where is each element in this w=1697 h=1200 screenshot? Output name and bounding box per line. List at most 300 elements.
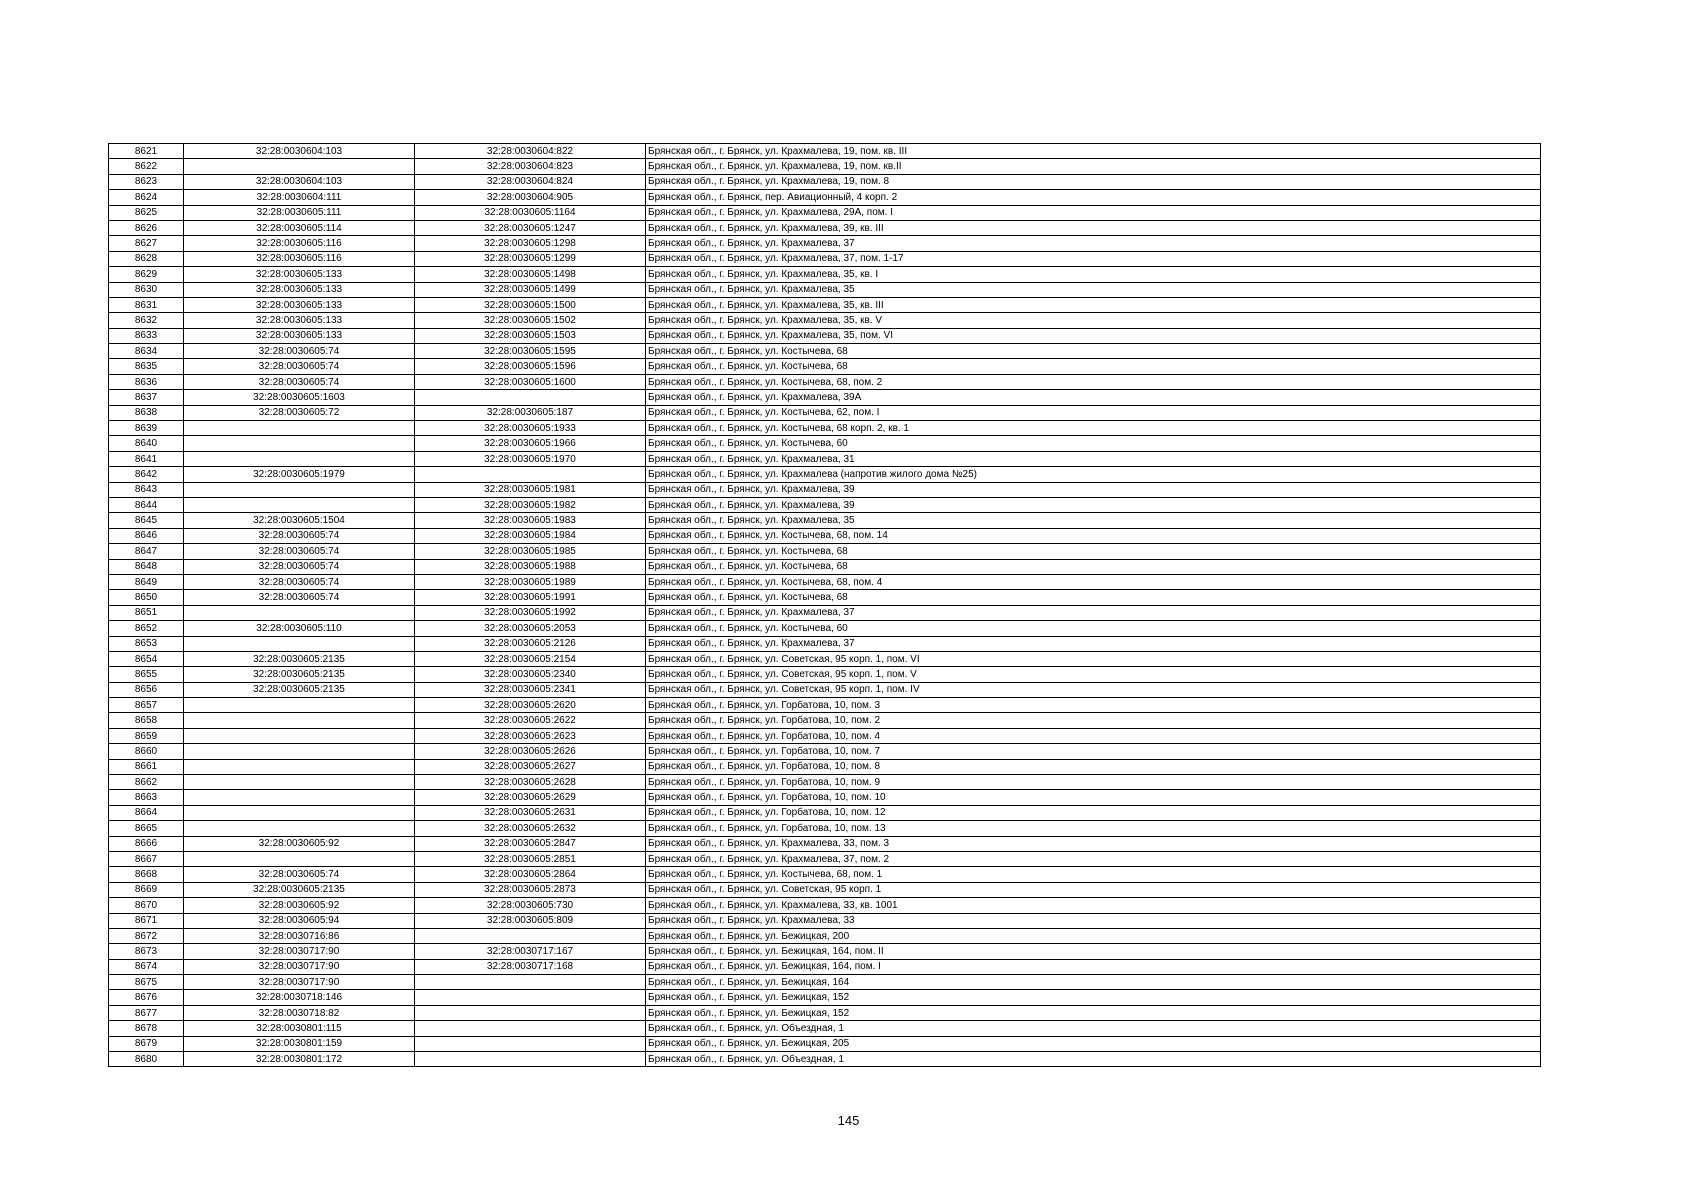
address-cell: Брянская обл., г. Брянск, ул. Костычева, 68 (646, 359, 1541, 374)
table-row (109, 220, 1541, 235)
cadastral-number-cell: 32:28:0030717:168 (415, 959, 646, 974)
table-row (109, 405, 1541, 420)
table-row (109, 559, 1541, 574)
parent-cadastral-number-cell (184, 421, 415, 436)
row-number-cell: 8637 (109, 390, 184, 405)
row-number-cell: 8669 (109, 882, 184, 897)
row-number-cell: 8655 (109, 667, 184, 682)
parent-cadastral-number-cell: 32:28:0030801:172 (184, 1052, 415, 1067)
address-cell: Брянская обл., г. Брянск, ул. Крахмалева, 33 (646, 913, 1541, 928)
parent-cadastral-number-cell: 32:28:0030605:133 (184, 297, 415, 312)
address-cell: Брянская обл., г. Брянск, ул. Горбатова, 10, пом. 3 (646, 698, 1541, 713)
table-row (109, 805, 1541, 820)
row-number-cell: 8630 (109, 282, 184, 297)
address-cell: Брянская обл., г. Брянск, ул. Крахмалева, 19, пом. кв. III (646, 144, 1541, 159)
parent-cadastral-number-cell: 32:28:0030605:1603 (184, 390, 415, 405)
cadastral-table (108, 143, 1541, 1067)
row-number-cell: 8623 (109, 174, 184, 189)
parent-cadastral-number-cell: 32:28:0030605:2135 (184, 882, 415, 897)
cadastral-number-cell: 32:28:0030605:1298 (415, 236, 646, 251)
row-number-cell: 8639 (109, 421, 184, 436)
row-number-cell: 8672 (109, 928, 184, 943)
cadastral-number-cell: 32:28:0030605:1970 (415, 451, 646, 466)
row-number-cell: 8657 (109, 698, 184, 713)
address-cell: Брянская обл., г. Брянск, ул. Крахмалева, 37 (646, 636, 1541, 651)
parent-cadastral-number-cell (184, 775, 415, 790)
address-cell: Брянская обл., г. Брянск, ул. Объездная, 1 (646, 1021, 1541, 1036)
row-number-cell: 8675 (109, 975, 184, 990)
table-row (109, 159, 1541, 174)
row-number-cell: 8656 (109, 682, 184, 697)
parent-cadastral-number-cell: 32:28:0030605:92 (184, 898, 415, 913)
row-number-cell: 8670 (109, 898, 184, 913)
cadastral-number-cell: 32:28:0030605:1991 (415, 590, 646, 605)
parent-cadastral-number-cell: 32:28:0030605:2135 (184, 682, 415, 697)
table-row (109, 790, 1541, 805)
address-cell: Брянская обл., г. Брянск, ул. Горбатова, 10, пом. 2 (646, 713, 1541, 728)
row-number-cell: 8680 (109, 1052, 184, 1067)
parent-cadastral-number-cell: 32:28:0030605:2135 (184, 651, 415, 666)
address-cell: Брянская обл., г. Брянск, ул. Советская, 95 корп. 1, пом. IV (646, 682, 1541, 697)
cadastral-number-cell: 32:28:0030605:1989 (415, 574, 646, 589)
parent-cadastral-number-cell: 32:28:0030605:92 (184, 836, 415, 851)
parent-cadastral-number-cell (184, 497, 415, 512)
address-cell: Брянская обл., г. Брянск, ул. Бежицкая, 164, пом. I (646, 959, 1541, 974)
table-row (109, 544, 1541, 559)
parent-cadastral-number-cell (184, 482, 415, 497)
table-row (109, 928, 1541, 943)
parent-cadastral-number-cell: 32:28:0030717:90 (184, 959, 415, 974)
cadastral-number-cell: 32:28:0030605:1503 (415, 328, 646, 343)
address-cell: Брянская обл., г. Брянск, ул. Крахмалева, 39, кв. III (646, 220, 1541, 235)
address-cell: Брянская обл., г. Брянск, ул. Горбатова, 10, пом. 4 (646, 728, 1541, 743)
cadastral-number-cell: 32:28:0030605:730 (415, 898, 646, 913)
parent-cadastral-number-cell: 32:28:0030605:1504 (184, 513, 415, 528)
cadastral-number-cell: 32:28:0030605:1600 (415, 374, 646, 389)
table-row (109, 990, 1541, 1005)
table-row (109, 513, 1541, 528)
row-number-cell: 8649 (109, 574, 184, 589)
parent-cadastral-number-cell (184, 713, 415, 728)
page-number: 145 (837, 1113, 860, 1128)
address-cell: Брянская обл., г. Брянск, ул. Костычева, 68 (646, 544, 1541, 559)
table-row (109, 913, 1541, 928)
cadastral-number-cell: 32:28:0030605:2628 (415, 775, 646, 790)
cadastral-number-cell: 32:28:0030605:1992 (415, 605, 646, 620)
cadastral-number-cell: 32:28:0030605:1984 (415, 528, 646, 543)
table-row (109, 682, 1541, 697)
cadastral-number-cell (415, 1036, 646, 1051)
cadastral-number-cell: 32:28:0030605:1499 (415, 282, 646, 297)
address-cell: Брянская обл., г. Брянск, ул. Костычева, 68, пом. 1 (646, 867, 1541, 882)
address-cell: Брянская обл., г. Брянск, ул. Горбатова, 10, пом. 8 (646, 759, 1541, 774)
address-cell: Брянская обл., г. Брянск, ул. Крахмалева, 35, кв. III (646, 297, 1541, 312)
address-cell: Брянская обл., г. Брянск, ул. Костычева, 60 (646, 436, 1541, 451)
row-number-cell: 8654 (109, 651, 184, 666)
cadastral-number-cell: 32:28:0030605:1966 (415, 436, 646, 451)
row-number-cell: 8667 (109, 851, 184, 866)
address-cell: Брянская обл., г. Брянск, ул. Крахмалева, 39 (646, 482, 1541, 497)
cadastral-number-cell: 32:28:0030605:2873 (415, 882, 646, 897)
cadastral-number-cell: 32:28:0030605:1983 (415, 513, 646, 528)
address-cell: Брянская обл., г. Брянск, ул. Крахмалева, 19, пом. 8 (646, 174, 1541, 189)
address-cell: Брянская обл., г. Брянск, ул. Костычева, 68 (646, 559, 1541, 574)
cadastral-number-cell: 32:28:0030604:822 (415, 144, 646, 159)
row-number-cell: 8663 (109, 790, 184, 805)
row-number-cell: 8633 (109, 328, 184, 343)
address-cell: Брянская обл., г. Брянск, ул. Костычева, 62, пом. I (646, 405, 1541, 420)
cadastral-number-cell: 32:28:0030605:2622 (415, 713, 646, 728)
row-number-cell: 8652 (109, 621, 184, 636)
table-row (109, 728, 1541, 743)
table-row (109, 959, 1541, 974)
cadastral-number-cell: 32:28:0030605:2623 (415, 728, 646, 743)
table-row (109, 421, 1541, 436)
table-row (109, 297, 1541, 312)
cadastral-number-cell: 32:28:0030604:823 (415, 159, 646, 174)
cadastral-number-cell (415, 1052, 646, 1067)
cadastral-number-cell: 32:28:0030605:2627 (415, 759, 646, 774)
cadastral-number-cell: 32:28:0030605:2620 (415, 698, 646, 713)
row-number-cell: 8622 (109, 159, 184, 174)
table-row (109, 821, 1541, 836)
table-row (109, 205, 1541, 220)
cadastral-number-cell: 32:28:0030605:1981 (415, 482, 646, 497)
address-cell: Брянская обл., г. Брянск, ул. Крахмалева, 35 (646, 513, 1541, 528)
address-cell: Брянская обл., г. Брянск, ул. Крахмалева, 35, пом. VI (646, 328, 1541, 343)
parent-cadastral-number-cell: 32:28:0030605:133 (184, 313, 415, 328)
row-number-cell: 8640 (109, 436, 184, 451)
cadastral-number-cell: 32:28:0030605:2851 (415, 851, 646, 866)
parent-cadastral-number-cell (184, 436, 415, 451)
table-row (109, 1005, 1541, 1020)
parent-cadastral-number-cell: 32:28:0030605:74 (184, 544, 415, 559)
address-cell: Брянская обл., г. Брянск, ул. Крахмалева, 19, пом. кв.II (646, 159, 1541, 174)
table-row (109, 282, 1541, 297)
parent-cadastral-number-cell: 32:28:0030605:133 (184, 267, 415, 282)
cadastral-number-cell: 32:28:0030605:2126 (415, 636, 646, 651)
address-cell: Брянская обл., г. Брянск, ул. Крахмалева, 29А, пом. I (646, 205, 1541, 220)
table-row (109, 759, 1541, 774)
table-row (109, 497, 1541, 512)
cadastral-number-cell: 32:28:0030605:2154 (415, 651, 646, 666)
cadastral-number-cell: 32:28:0030605:2626 (415, 744, 646, 759)
cadastral-number-cell: 32:28:0030604:905 (415, 190, 646, 205)
row-number-cell: 8650 (109, 590, 184, 605)
table-row (109, 651, 1541, 666)
cadastral-number-cell: 32:28:0030605:1985 (415, 544, 646, 559)
parent-cadastral-number-cell (184, 636, 415, 651)
row-number-cell: 8635 (109, 359, 184, 374)
cadastral-number-cell: 32:28:0030605:1933 (415, 421, 646, 436)
address-cell: Брянская обл., г. Брянск, ул. Крахмалева, 37 (646, 605, 1541, 620)
cadastral-number-cell: 32:28:0030605:1498 (415, 267, 646, 282)
parent-cadastral-number-cell: 32:28:0030605:133 (184, 328, 415, 343)
address-cell: Брянская обл., г. Брянск, пер. Авиационный, 4 корп. 2 (646, 190, 1541, 205)
parent-cadastral-number-cell (184, 744, 415, 759)
address-cell: Брянская обл., г. Брянск, ул. Крахмалева, 33, пом. 3 (646, 836, 1541, 851)
cadastral-number-cell: 32:28:0030605:2341 (415, 682, 646, 697)
table-row (109, 636, 1541, 651)
cadastral-number-cell: 32:28:0030604:824 (415, 174, 646, 189)
cadastral-number-cell: 32:28:0030605:1500 (415, 297, 646, 312)
address-cell: Брянская обл., г. Брянск, ул. Советская, 95 корп. 1, пом. VI (646, 651, 1541, 666)
parent-cadastral-number-cell: 32:28:0030605:116 (184, 251, 415, 266)
parent-cadastral-number-cell: 32:28:0030718:146 (184, 990, 415, 1005)
row-number-cell: 8627 (109, 236, 184, 251)
row-number-cell: 8677 (109, 1005, 184, 1020)
parent-cadastral-number-cell (184, 851, 415, 866)
table-row (109, 190, 1541, 205)
parent-cadastral-number-cell: 32:28:0030605:94 (184, 913, 415, 928)
parent-cadastral-number-cell: 32:28:0030605:74 (184, 359, 415, 374)
row-number-cell: 8658 (109, 713, 184, 728)
cadastral-number-cell (415, 990, 646, 1005)
row-number-cell: 8666 (109, 836, 184, 851)
table-row (109, 667, 1541, 682)
cadastral-number-cell (415, 1021, 646, 1036)
parent-cadastral-number-cell: 32:28:0030604:103 (184, 144, 415, 159)
table-row (109, 374, 1541, 389)
row-number-cell: 8643 (109, 482, 184, 497)
row-number-cell: 8673 (109, 944, 184, 959)
table-row (109, 882, 1541, 897)
address-cell: Брянская обл., г. Брянск, ул. Бежицкая, 152 (646, 1005, 1541, 1020)
table-row (109, 775, 1541, 790)
address-cell: Брянская обл., г. Брянск, ул. Костычева, 68 корп. 2, кв. 1 (646, 421, 1541, 436)
parent-cadastral-number-cell: 32:28:0030605:74 (184, 574, 415, 589)
address-cell: Брянская обл., г. Брянск, ул. Горбатова, 10, пом. 12 (646, 805, 1541, 820)
parent-cadastral-number-cell: 32:28:0030605:74 (184, 590, 415, 605)
cadastral-number-cell: 32:28:0030605:2631 (415, 805, 646, 820)
parent-cadastral-number-cell: 32:28:0030604:103 (184, 174, 415, 189)
row-number-cell: 8674 (109, 959, 184, 974)
cadastral-number-cell: 32:28:0030605:1502 (415, 313, 646, 328)
address-cell: Брянская обл., г. Брянск, ул. Крахмалева, 39 (646, 497, 1541, 512)
row-number-cell: 8646 (109, 528, 184, 543)
row-number-cell: 8628 (109, 251, 184, 266)
row-number-cell: 8648 (109, 559, 184, 574)
address-cell: Брянская обл., г. Брянск, ул. Крахмалева, 31 (646, 451, 1541, 466)
cadastral-number-cell: 32:28:0030605:1596 (415, 359, 646, 374)
row-number-cell: 8626 (109, 220, 184, 235)
row-number-cell: 8644 (109, 497, 184, 512)
cadastral-number-cell (415, 390, 646, 405)
address-cell: Брянская обл., г. Брянск, ул. Крахмалева, 33, кв. 1001 (646, 898, 1541, 913)
row-number-cell: 8676 (109, 990, 184, 1005)
row-number-cell: 8659 (109, 728, 184, 743)
table-row (109, 251, 1541, 266)
table-row (109, 975, 1541, 990)
cadastral-number-cell: 32:28:0030717:167 (415, 944, 646, 959)
parent-cadastral-number-cell (184, 790, 415, 805)
parent-cadastral-number-cell: 32:28:0030718:82 (184, 1005, 415, 1020)
parent-cadastral-number-cell: 32:28:0030605:74 (184, 867, 415, 882)
address-cell: Брянская обл., г. Брянск, ул. Крахмалева (напротив жилого дома №25) (646, 467, 1541, 482)
parent-cadastral-number-cell: 32:28:0030605:116 (184, 236, 415, 251)
table-row (109, 744, 1541, 759)
parent-cadastral-number-cell: 32:28:0030717:90 (184, 975, 415, 990)
cadastral-number-cell: 32:28:0030605:2864 (415, 867, 646, 882)
address-cell: Брянская обл., г. Брянск, ул. Бежицкая, 205 (646, 1036, 1541, 1051)
parent-cadastral-number-cell: 32:28:0030605:74 (184, 528, 415, 543)
table-row (109, 621, 1541, 636)
cadastral-number-cell: 32:28:0030605:187 (415, 405, 646, 420)
address-cell: Брянская обл., г. Брянск, ул. Костычева, 68, пом. 4 (646, 574, 1541, 589)
address-cell: Брянская обл., г. Брянск, ул. Крахмалева, 37, пом. 1-17 (646, 251, 1541, 266)
address-cell: Брянская обл., г. Брянск, ул. Крахмалева, 37 (646, 236, 1541, 251)
address-cell: Брянская обл., г. Брянск, ул. Советская, 95 корп. 1 (646, 882, 1541, 897)
table-row (109, 1021, 1541, 1036)
row-number-cell: 8665 (109, 821, 184, 836)
address-cell: Брянская обл., г. Брянск, ул. Бежицкая, 164 (646, 975, 1541, 990)
cadastral-number-cell: 32:28:0030605:809 (415, 913, 646, 928)
cadastral-number-cell: 32:28:0030605:2632 (415, 821, 646, 836)
row-number-cell: 8668 (109, 867, 184, 882)
parent-cadastral-number-cell: 32:28:0030605:114 (184, 220, 415, 235)
cadastral-number-cell: 32:28:0030605:1299 (415, 251, 646, 266)
table-row (109, 174, 1541, 189)
parent-cadastral-number-cell: 32:28:0030605:111 (184, 205, 415, 220)
table-row (109, 390, 1541, 405)
row-number-cell: 8679 (109, 1036, 184, 1051)
table-row (109, 528, 1541, 543)
address-cell: Брянская обл., г. Брянск, ул. Крахмалева, 37, пом. 2 (646, 851, 1541, 866)
parent-cadastral-number-cell: 32:28:0030605:2135 (184, 667, 415, 682)
row-number-cell: 8629 (109, 267, 184, 282)
parent-cadastral-number-cell (184, 698, 415, 713)
parent-cadastral-number-cell: 32:28:0030605:74 (184, 374, 415, 389)
table-row (109, 436, 1541, 451)
row-number-cell: 8631 (109, 297, 184, 312)
table-row (109, 836, 1541, 851)
parent-cadastral-number-cell (184, 159, 415, 174)
table-row (109, 1036, 1541, 1051)
table-row (109, 467, 1541, 482)
address-cell: Брянская обл., г. Брянск, ул. Крахмалева, 35 (646, 282, 1541, 297)
table-row (109, 482, 1541, 497)
table-row (109, 698, 1541, 713)
parent-cadastral-number-cell: 32:28:0030605:133 (184, 282, 415, 297)
row-number-cell: 8636 (109, 374, 184, 389)
table-row (109, 344, 1541, 359)
table-row (109, 867, 1541, 882)
parent-cadastral-number-cell: 32:28:0030605:74 (184, 344, 415, 359)
address-cell: Брянская обл., г. Брянск, ул. Костычева, 68 (646, 344, 1541, 359)
cadastral-number-cell: 32:28:0030605:1988 (415, 559, 646, 574)
table-row (109, 144, 1541, 159)
row-number-cell: 8641 (109, 451, 184, 466)
parent-cadastral-number-cell: 32:28:0030801:115 (184, 1021, 415, 1036)
table-body (109, 144, 1541, 1067)
row-number-cell: 8624 (109, 190, 184, 205)
cadastral-number-cell: 32:28:0030605:2847 (415, 836, 646, 851)
parent-cadastral-number-cell: 32:28:0030716:86 (184, 928, 415, 943)
table-row (109, 267, 1541, 282)
parent-cadastral-number-cell: 32:28:0030605:110 (184, 621, 415, 636)
address-cell: Брянская обл., г. Брянск, ул. Крахмалева, 39А (646, 390, 1541, 405)
row-number-cell: 8642 (109, 467, 184, 482)
table-row (109, 605, 1541, 620)
row-number-cell: 8653 (109, 636, 184, 651)
row-number-cell: 8632 (109, 313, 184, 328)
address-cell: Брянская обл., г. Брянск, ул. Костычева, 68, пом. 14 (646, 528, 1541, 543)
row-number-cell: 8671 (109, 913, 184, 928)
cadastral-number-cell (415, 975, 646, 990)
address-cell: Брянская обл., г. Брянск, ул. Костычева, 68 (646, 590, 1541, 605)
parent-cadastral-number-cell (184, 451, 415, 466)
table-row (109, 236, 1541, 251)
table-row (109, 898, 1541, 913)
row-number-cell: 8678 (109, 1021, 184, 1036)
address-cell: Брянская обл., г. Брянск, ул. Горбатова, 10, пом. 9 (646, 775, 1541, 790)
parent-cadastral-number-cell: 32:28:0030801:159 (184, 1036, 415, 1051)
address-cell: Брянская обл., г. Брянск, ул. Объездная, 1 (646, 1052, 1541, 1067)
table-row (109, 944, 1541, 959)
address-cell: Брянская обл., г. Брянск, ул. Горбатова, 10, пом. 7 (646, 744, 1541, 759)
cadastral-number-cell: 32:28:0030605:1982 (415, 497, 646, 512)
table-row (109, 451, 1541, 466)
table-row (109, 590, 1541, 605)
table-row (109, 574, 1541, 589)
cadastral-number-cell (415, 467, 646, 482)
parent-cadastral-number-cell: 32:28:0030604:111 (184, 190, 415, 205)
parent-cadastral-number-cell (184, 821, 415, 836)
cadastral-number-cell: 32:28:0030605:1164 (415, 205, 646, 220)
table-row (109, 851, 1541, 866)
address-cell: Брянская обл., г. Брянск, ул. Бежицкая, 164, пом. II (646, 944, 1541, 959)
address-cell: Брянская обл., г. Брянск, ул. Крахмалева, 35, кв. V (646, 313, 1541, 328)
parent-cadastral-number-cell: 32:28:0030605:72 (184, 405, 415, 420)
address-cell: Брянская обл., г. Брянск, ул. Костычева, 60 (646, 621, 1541, 636)
row-number-cell: 8664 (109, 805, 184, 820)
table-row (109, 713, 1541, 728)
address-cell: Брянская обл., г. Брянск, ул. Горбатова, 10, пом. 13 (646, 821, 1541, 836)
parent-cadastral-number-cell: 32:28:0030717:90 (184, 944, 415, 959)
address-cell: Брянская обл., г. Брянск, ул. Бежицкая, 200 (646, 928, 1541, 943)
table-row (109, 359, 1541, 374)
cadastral-number-cell: 32:28:0030605:2340 (415, 667, 646, 682)
address-cell: Брянская обл., г. Брянск, ул. Крахмалева, 35, кв. I (646, 267, 1541, 282)
parent-cadastral-number-cell (184, 728, 415, 743)
row-number-cell: 8647 (109, 544, 184, 559)
cadastral-number-cell: 32:28:0030605:1595 (415, 344, 646, 359)
row-number-cell: 8651 (109, 605, 184, 620)
table-row (109, 313, 1541, 328)
cadastral-number-cell: 32:28:0030605:2629 (415, 790, 646, 805)
row-number-cell: 8645 (109, 513, 184, 528)
address-cell: Брянская обл., г. Брянск, ул. Бежицкая, 152 (646, 990, 1541, 1005)
table-row (109, 1052, 1541, 1067)
parent-cadastral-number-cell (184, 759, 415, 774)
cadastral-number-cell: 32:28:0030605:2053 (415, 621, 646, 636)
table-row (109, 328, 1541, 343)
row-number-cell: 8638 (109, 405, 184, 420)
cadastral-number-cell: 32:28:0030605:1247 (415, 220, 646, 235)
cadastral-number-cell (415, 928, 646, 943)
row-number-cell: 8661 (109, 759, 184, 774)
parent-cadastral-number-cell: 32:28:0030605:74 (184, 559, 415, 574)
row-number-cell: 8660 (109, 744, 184, 759)
cadastral-number-cell (415, 1005, 646, 1020)
parent-cadastral-number-cell (184, 605, 415, 620)
row-number-cell: 8625 (109, 205, 184, 220)
parent-cadastral-number-cell: 32:28:0030605:1979 (184, 467, 415, 482)
row-number-cell: 8621 (109, 144, 184, 159)
parent-cadastral-number-cell (184, 805, 415, 820)
address-cell: Брянская обл., г. Брянск, ул. Советская, 95 корп. 1, пом. V (646, 667, 1541, 682)
row-number-cell: 8634 (109, 344, 184, 359)
